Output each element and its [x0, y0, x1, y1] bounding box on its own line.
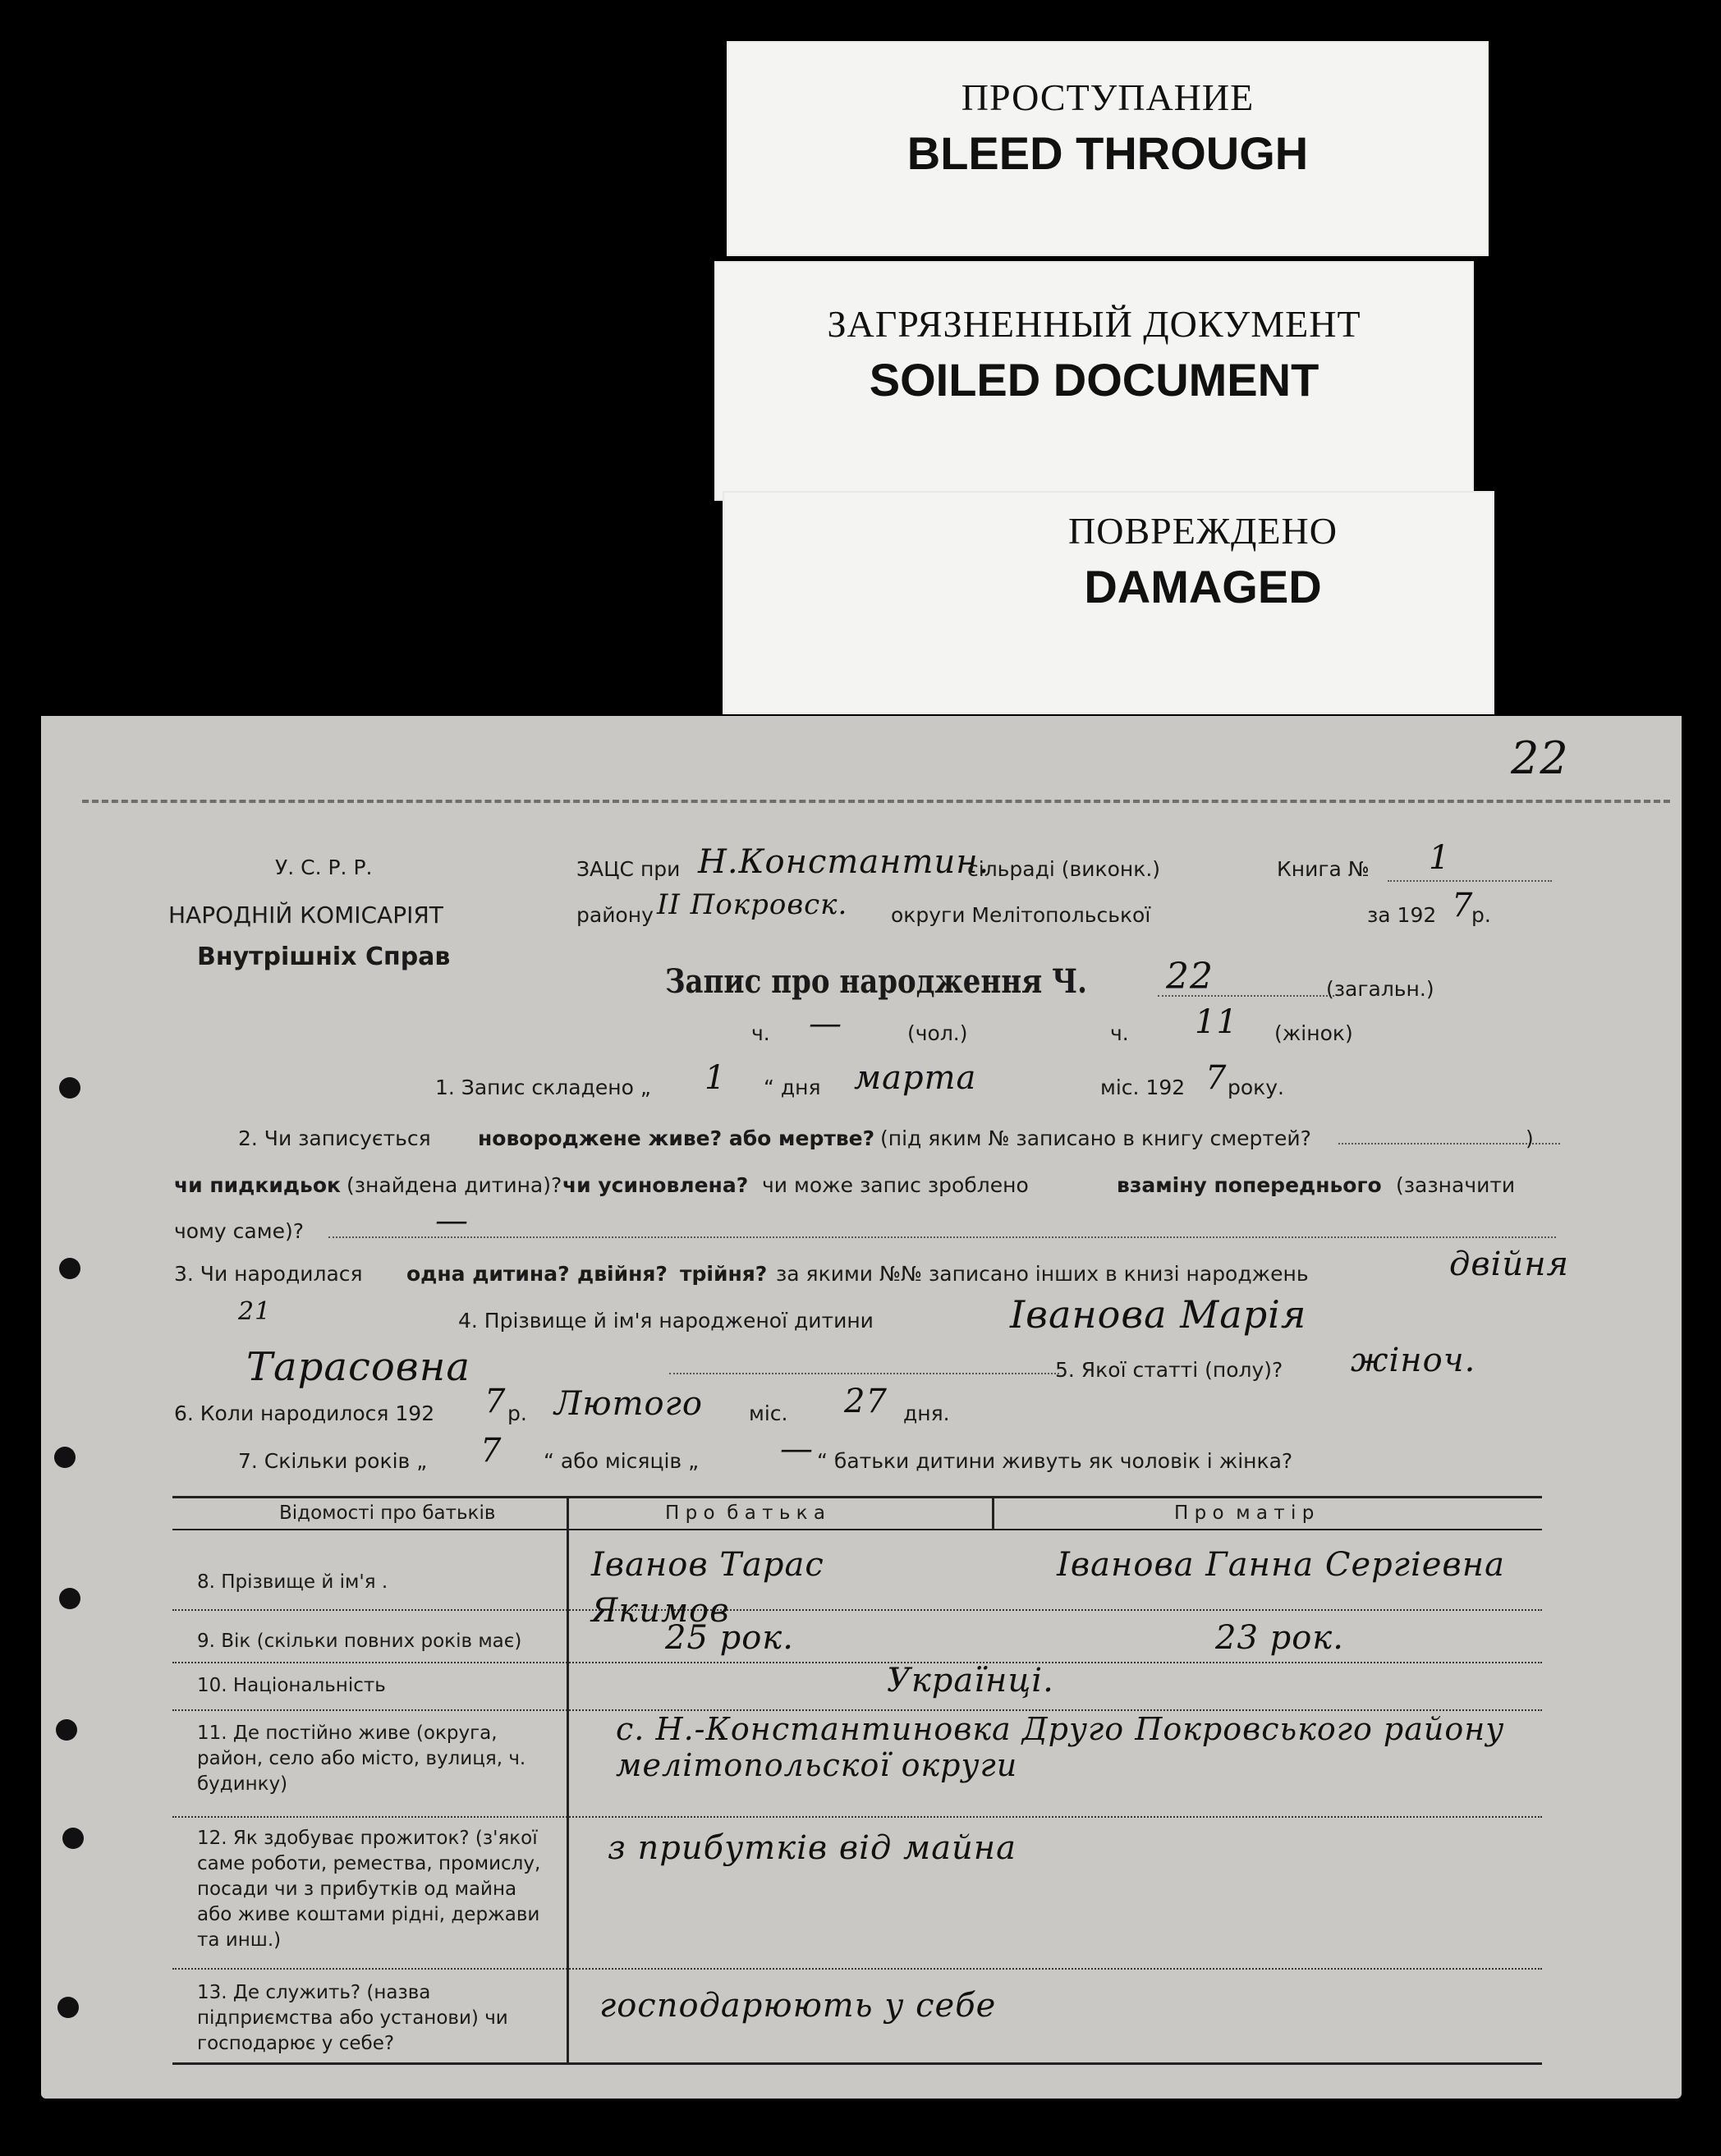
q1-year: 7 [1205, 1059, 1228, 1097]
dotted-line [1388, 880, 1552, 882]
q2-bold-d: взаміну попереднього [1117, 1173, 1382, 1197]
table-rule [172, 1496, 1542, 1498]
binding-hole [59, 1077, 80, 1099]
male-ch-label: ч. [751, 1021, 770, 1045]
female-value: 11 [1195, 1003, 1238, 1041]
q6-text-c: дня. [903, 1401, 950, 1425]
book-value: 1 [1429, 839, 1451, 877]
table-rule [172, 1968, 1542, 1970]
row-9-label: 9. Вік (скільки повних років має) [197, 1631, 522, 1652]
q3-bold-b: двійня? [577, 1262, 668, 1286]
table-header-mother: П р о м а т і р [1174, 1502, 1315, 1524]
row-8-mother: Іванова Ганна Сергіевна [1057, 1546, 1505, 1584]
table-header-info: Відомості про батьків [279, 1502, 496, 1524]
table-divider [567, 1496, 569, 2062]
q3-value2: 21 [238, 1297, 272, 1326]
q4-value: Іванова Марія [1010, 1292, 1307, 1337]
q2-bold-c: чи усиновлена? [562, 1173, 749, 1197]
q1-text-a: 1. Запис складено „ [435, 1076, 651, 1099]
q2-close: ) [1526, 1126, 1534, 1150]
male-label: (чол.) [907, 1021, 968, 1045]
row-8-father: Іванов Тарас Якимов [591, 1546, 824, 1630]
row-12-label: 12. Як здобуває прожиток? (з'якої саме роботи, ремества, промислу, посади чи з прибутків од майна або живе коштами рідні, держави та инш.) [197, 1828, 541, 1951]
header-ussr: У. С. Р. Р. [275, 856, 373, 879]
q3-value: двійня [1449, 1245, 1570, 1283]
year-prefix: за 192 [1367, 903, 1437, 927]
q7-text-c: “ батьки дитини живуть як чоловік і жінка? [817, 1449, 1293, 1473]
record-number: 22 [1166, 956, 1214, 998]
table-rule [172, 1529, 1542, 1530]
q2-value: — [435, 1202, 469, 1240]
binding-hole [57, 1997, 79, 2018]
year-value: 7 [1452, 887, 1474, 924]
table-divider [992, 1496, 994, 1529]
binding-hole [59, 1588, 80, 1609]
q6-num: 6. Коли народилося 192 [174, 1401, 435, 1425]
binding-hole [59, 1258, 80, 1279]
q7-years: 7 [480, 1432, 503, 1470]
binding-hole [56, 1719, 77, 1741]
q1-text-b: “ дня [764, 1076, 821, 1099]
row-12-value: з прибутків від майна [608, 1829, 1017, 1867]
label-ru: ЗАГРЯЗНЕННЫЙ ДОКУМЕНТ [827, 303, 1361, 345]
zags-value: Н.Константин. [698, 843, 990, 881]
rayon-value: II Покровск. [657, 888, 848, 921]
q3-text: за якими №№ записано інших в книзі народжень [776, 1262, 1309, 1286]
table-rule [172, 1816, 1542, 1818]
female-ch-label: ч. [1110, 1021, 1129, 1045]
row-11-label: 11. Де постійно живе (округа, район, село або місто, вулиця, ч. будинку) [197, 1723, 526, 1795]
header-internal-affairs: Внутрішніх Справ [197, 943, 451, 971]
label-en: SOILED DOCUMENT [869, 354, 1319, 406]
q2-text-a: (під яким № записано в книгу смертей? [880, 1126, 1311, 1150]
q2-text-c: чи може запис зроблено [762, 1173, 1029, 1197]
label-card-soiled-document [714, 261, 1474, 501]
table-header-father: П р о б а т ь к а [665, 1502, 825, 1524]
header-commissariat: НАРОДНІЙ КОМІСАРІЯТ [168, 901, 443, 929]
row-10-label: 10. Національність [197, 1675, 386, 1696]
row-13-value: господарюють у себе [599, 1987, 997, 2025]
total-label: (загальн.) [1326, 977, 1434, 1001]
q1-day: 1 [704, 1059, 727, 1097]
q3-bold-c: трійня? [680, 1262, 768, 1286]
label-en: DAMAGED [1084, 561, 1322, 612]
dotted-line [669, 1373, 1059, 1374]
record-title: Запис про народження Ч. [665, 962, 1087, 1001]
dotted-line [328, 1236, 1556, 1238]
q1-text-c: міс. 192 [1100, 1076, 1186, 1099]
label-en: BLEED THROUGH [906, 127, 1309, 179]
q4-value2: Тарасовна [246, 1344, 470, 1390]
year-suffix: р. [1471, 903, 1491, 927]
table-rule [172, 1662, 1542, 1663]
q2-num: 2. Чи записується [238, 1126, 431, 1150]
q6-day: 27 [844, 1383, 888, 1420]
label-ru: ПРОСТУПАНИЕ [961, 76, 1255, 118]
male-value: — [809, 1005, 842, 1043]
row-10-value: Українці. [887, 1662, 1054, 1700]
q7-text-a: 7. Скільки років „ [238, 1449, 428, 1473]
q2-bold-b: чи пидкидьок [174, 1173, 341, 1197]
row-9-father: 25 рок. [665, 1619, 794, 1657]
q2-text-e: чому саме)? [174, 1219, 304, 1243]
q5-value: жіноч. [1351, 1342, 1476, 1379]
label-card-damaged [723, 491, 1494, 714]
q4-text: 4. Прізвище й ім'я народженої дитини [458, 1309, 874, 1333]
label-card-bleed-through [727, 41, 1489, 256]
perforation-line [82, 800, 1670, 803]
row-13-label: 13. Де служить? (назва підприємства або установи) чи господарює у себе? [197, 1982, 508, 2054]
rayon-prefix: району [576, 903, 654, 927]
row-9-mother: 23 рок. [1215, 1619, 1344, 1657]
female-label: (жінок) [1274, 1021, 1353, 1045]
binding-hole [62, 1828, 84, 1849]
dotted-line [1158, 995, 1334, 997]
q3-bold-a: одна дитина? [406, 1262, 570, 1286]
q6-text-b: міс. [749, 1401, 788, 1425]
q1-month: марта [854, 1059, 977, 1097]
q2-bold-a: новороджене живе? або мертве? [478, 1126, 875, 1150]
q5-text: 5. Якої статті (полу)? [1055, 1358, 1283, 1382]
row-11-value: с. Н.-Константиновка Друго Покровського району мелітопольскої округи [616, 1711, 1505, 1783]
table-rule [172, 2062, 1542, 2065]
zags-prefix: ЗАЦС при [576, 857, 681, 881]
q6-text-a: р. [507, 1401, 527, 1425]
q7-text-b: “ або місяців „ [544, 1449, 700, 1473]
rayon-suffix: округи Мелітопольської [891, 903, 1151, 927]
row-8-label: 8. Прізвище й ім'я . [197, 1571, 388, 1593]
binding-hole [54, 1447, 76, 1468]
q6-year: 7 [484, 1383, 507, 1420]
page-number: 22 [1511, 732, 1569, 784]
q1-text-d: року. [1228, 1076, 1285, 1099]
label-ru: ПОВРЕЖДЕНО [1068, 510, 1338, 552]
q3-num: 3. Чи народилася [174, 1262, 363, 1286]
q7-months: — [780, 1430, 814, 1468]
q2-text-d: (зазначити [1396, 1173, 1516, 1197]
q6-month: Лютого [554, 1385, 703, 1423]
zags-suffix: сільраді (виконк.) [967, 857, 1161, 881]
q2-text-b: (знайдена дитина)? [346, 1173, 562, 1197]
book-label: Книга № [1277, 857, 1370, 881]
birth-record-document [41, 716, 1682, 2099]
